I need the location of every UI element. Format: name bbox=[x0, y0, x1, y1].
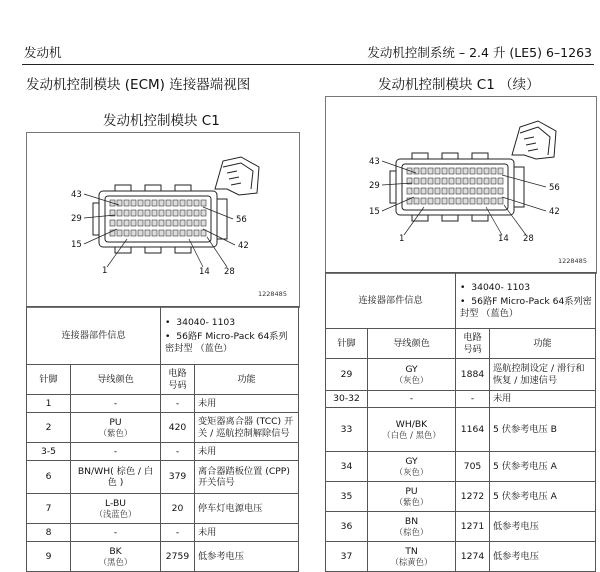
pin-cavity bbox=[421, 188, 426, 194]
table-row bbox=[326, 359, 596, 391]
pin-cavity bbox=[159, 210, 164, 216]
pin-cavity bbox=[166, 210, 171, 216]
circuit-cell: - bbox=[456, 391, 490, 408]
function-cell: 5 伏参考电压 A bbox=[490, 452, 596, 482]
pin-cavity bbox=[435, 178, 440, 184]
pin-cavity bbox=[180, 210, 185, 216]
pin-cavity bbox=[414, 198, 419, 204]
wire-color-code: - bbox=[113, 397, 118, 409]
left-caption: 发动机控制模块 C1 bbox=[103, 113, 220, 129]
function-cell: 离合器踏板位置 (CPP) 开关信号 bbox=[195, 461, 299, 494]
pin-cell: 30-32 bbox=[326, 391, 368, 408]
page-header bbox=[22, 42, 594, 65]
circuit-cell: 379 bbox=[161, 461, 195, 494]
pin-cavity bbox=[477, 178, 482, 184]
pin-label-43: 43 bbox=[71, 190, 82, 200]
pin-cell: 36 bbox=[326, 512, 368, 542]
wire-color-code: TN bbox=[405, 545, 418, 557]
table-row bbox=[27, 524, 299, 542]
wire-color-code: PU bbox=[109, 416, 122, 428]
pin-cavity bbox=[194, 210, 199, 216]
wire-color-cell bbox=[368, 452, 456, 482]
pin-label-43: 43 bbox=[369, 157, 380, 167]
pin-cavity bbox=[194, 230, 199, 236]
table-row bbox=[27, 542, 299, 572]
pin-label-29: 29 bbox=[369, 181, 380, 191]
pin-label-56: 56 bbox=[236, 215, 247, 225]
pin-cavity bbox=[456, 178, 461, 184]
wire-color-cell bbox=[368, 512, 456, 542]
figure-id: 1228485 bbox=[558, 257, 587, 265]
wire-color-code: GY bbox=[405, 363, 418, 375]
pin-cavity bbox=[124, 220, 129, 226]
info-item: • 34040- 1103 bbox=[460, 281, 531, 293]
pin-cavity bbox=[173, 200, 178, 206]
wire-color-cell bbox=[71, 461, 161, 494]
header-page-info: 发动机控制系统 – 2.4 升 (LE5) 6–1263 bbox=[367, 45, 592, 60]
pin-cavity bbox=[470, 178, 475, 184]
pin-cavity bbox=[428, 178, 433, 184]
pin-label-42: 42 bbox=[549, 207, 560, 217]
pin-cell: 3-5 bbox=[27, 443, 71, 461]
pin-cavity bbox=[180, 200, 185, 206]
pin-cavity-grid bbox=[407, 168, 503, 204]
pin-cavity bbox=[498, 198, 503, 204]
connector-illustration bbox=[27, 133, 299, 307]
pin-cavity bbox=[201, 200, 206, 206]
pin-cavity bbox=[152, 220, 157, 226]
wire-color-cell bbox=[368, 482, 456, 512]
function-cell: 低参考电压 bbox=[490, 512, 596, 542]
pin-cavity bbox=[484, 168, 489, 174]
connector-info-label: 连接器部件信息 bbox=[27, 307, 161, 365]
pin-cavity bbox=[414, 168, 419, 174]
pin-cavity bbox=[159, 230, 164, 236]
pin-cell: 29 bbox=[326, 359, 368, 391]
wire-color-name: （紫色） bbox=[394, 497, 429, 507]
circuit-cell: 1164 bbox=[456, 408, 490, 452]
connector-info-list bbox=[161, 307, 299, 365]
pin-cavity bbox=[477, 188, 482, 194]
pin-cavity bbox=[428, 198, 433, 204]
circuit-cell: - bbox=[161, 395, 195, 413]
wire-color-cell bbox=[368, 391, 456, 408]
pin-cavity bbox=[449, 198, 454, 204]
col-header-circuit: 电路号码 bbox=[161, 365, 195, 395]
pin-cavity bbox=[180, 230, 185, 236]
wire-color-cell bbox=[71, 524, 161, 542]
pin-cavity bbox=[110, 220, 115, 226]
connector-info-list bbox=[456, 273, 596, 329]
pin-cavity bbox=[166, 220, 171, 226]
pin-cavity bbox=[498, 168, 503, 174]
col-header-color: 导线颜色 bbox=[71, 365, 161, 395]
pin-cavity bbox=[180, 220, 185, 226]
pin-cavity bbox=[201, 210, 206, 216]
pin-cavity-grid bbox=[110, 200, 206, 236]
pin-cavity bbox=[159, 220, 164, 226]
pin-cell: 9 bbox=[27, 542, 71, 572]
circuit-cell: 1884 bbox=[456, 359, 490, 391]
pin-cavity bbox=[187, 200, 192, 206]
function-cell: 变矩器离合器 (TCC) 开关 / 巡航控制解除信号 bbox=[195, 413, 299, 443]
col-header-pin: 针脚 bbox=[326, 329, 368, 359]
pin-cavity bbox=[456, 198, 461, 204]
pin-cavity bbox=[456, 168, 461, 174]
wire-color-cell bbox=[71, 542, 161, 572]
function-cell: 5 伏参考电压 B bbox=[490, 408, 596, 452]
table-header-row bbox=[326, 329, 596, 359]
pin-cavity bbox=[484, 188, 489, 194]
pin-label-28: 28 bbox=[523, 234, 534, 244]
pin-cavity bbox=[498, 178, 503, 184]
circuit-cell: - bbox=[161, 524, 195, 542]
pin-cell: 2 bbox=[27, 413, 71, 443]
connector-info-row bbox=[27, 307, 299, 365]
pin-label-15: 15 bbox=[71, 240, 82, 250]
function-cell: 巡航控制设定 / 滑行和恢复 / 加速信号 bbox=[490, 359, 596, 391]
pin-cavity bbox=[470, 198, 475, 204]
table-row bbox=[27, 461, 299, 494]
pin-cavity bbox=[477, 168, 482, 174]
function-cell: 低参考电压 bbox=[195, 542, 299, 572]
pin-cavity bbox=[145, 210, 150, 216]
table-row bbox=[326, 542, 596, 572]
pin-cavity bbox=[173, 210, 178, 216]
pin-label-1: 1 bbox=[399, 234, 405, 244]
info-item: • 56路F Micro-Pack 64系列密封型 （蓝色） bbox=[165, 331, 288, 354]
function-cell: 5 伏参考电压 A bbox=[490, 482, 596, 512]
circuit-cell: 2759 bbox=[161, 542, 195, 572]
pin-cavity bbox=[166, 200, 171, 206]
pin-cavity bbox=[449, 188, 454, 194]
pin-cell: 1 bbox=[27, 395, 71, 413]
function-cell: 未用 bbox=[195, 443, 299, 461]
pin-cell: 8 bbox=[27, 524, 71, 542]
wire-color-code: - bbox=[409, 393, 414, 405]
pin-cavity bbox=[484, 198, 489, 204]
right-subtitle: 发动机控制模块 C1 （续） bbox=[378, 77, 540, 93]
pin-cavity bbox=[449, 178, 454, 184]
col-header-function: 功能 bbox=[195, 365, 299, 395]
table-row bbox=[27, 494, 299, 524]
pin-cavity bbox=[470, 168, 475, 174]
wire-color-cell bbox=[71, 395, 161, 413]
pin-cavity bbox=[124, 230, 129, 236]
wire-color-code: BN/WH( 棕色 / 白色 ) bbox=[77, 465, 154, 488]
wire-color-code: BK bbox=[109, 545, 122, 557]
pin-cavity bbox=[463, 188, 468, 194]
col-header-pin: 针脚 bbox=[27, 365, 71, 395]
pin-cavity bbox=[428, 168, 433, 174]
table-row bbox=[27, 443, 299, 461]
pin-cavity bbox=[145, 200, 150, 206]
pin-cavity bbox=[124, 210, 129, 216]
table-row bbox=[27, 413, 299, 443]
wire-color-code: GY bbox=[405, 455, 418, 467]
pin-cavity bbox=[145, 230, 150, 236]
pin-cavity bbox=[491, 168, 496, 174]
function-cell: 未用 bbox=[195, 395, 299, 413]
wire-color-name: （灰色） bbox=[394, 467, 429, 477]
pin-cavity bbox=[131, 220, 136, 226]
left-pinout-table bbox=[26, 306, 299, 572]
circuit-cell: - bbox=[161, 443, 195, 461]
right-connector-diagram bbox=[325, 96, 597, 274]
pin-cavity bbox=[407, 188, 412, 194]
wire-color-name: （紫色） bbox=[98, 428, 133, 438]
pin-cavity bbox=[131, 210, 136, 216]
connector-info-row bbox=[326, 273, 596, 329]
pin-cavity bbox=[138, 230, 143, 236]
pin-cavity bbox=[421, 198, 426, 204]
pin-cavity bbox=[173, 230, 178, 236]
wire-color-name: （棕黄色） bbox=[390, 557, 433, 567]
pin-cell: 37 bbox=[326, 542, 368, 572]
connector-info-label: 连接器部件信息 bbox=[326, 273, 456, 329]
pin-cavity bbox=[463, 198, 468, 204]
pin-cavity bbox=[152, 230, 157, 236]
pin-cavity bbox=[428, 188, 433, 194]
table-header-row bbox=[27, 365, 299, 395]
pin-label-15: 15 bbox=[369, 207, 380, 217]
col-header-color: 导线颜色 bbox=[368, 329, 456, 359]
pin-cavity bbox=[138, 210, 143, 216]
pin-cell: 33 bbox=[326, 408, 368, 452]
pin-cell: 35 bbox=[326, 482, 368, 512]
pin-cavity bbox=[201, 230, 206, 236]
pin-cell: 34 bbox=[326, 452, 368, 482]
wire-color-name: （白色 / 黑色） bbox=[382, 430, 441, 440]
pin-label-14: 14 bbox=[199, 267, 210, 277]
pin-cavity bbox=[421, 178, 426, 184]
header-section-title: 发动机 bbox=[24, 45, 62, 60]
pin-cavity bbox=[442, 178, 447, 184]
pin-cavity bbox=[166, 230, 171, 236]
pin-label-29: 29 bbox=[71, 214, 82, 224]
pin-label-42: 42 bbox=[238, 241, 249, 251]
wire-color-name: （灰色） bbox=[394, 375, 429, 385]
wire-color-cell bbox=[71, 443, 161, 461]
function-cell: 低参考电压 bbox=[490, 542, 596, 572]
function-cell: 停车灯电源电压 bbox=[195, 494, 299, 524]
circuit-cell: 705 bbox=[456, 452, 490, 482]
pin-cavity bbox=[435, 188, 440, 194]
pin-cell: 6 bbox=[27, 461, 71, 494]
pin-label-56: 56 bbox=[549, 183, 560, 193]
circuit-cell: 1271 bbox=[456, 512, 490, 542]
wire-color-code: - bbox=[113, 445, 118, 457]
pin-cell: 7 bbox=[27, 494, 71, 524]
pin-label-14: 14 bbox=[498, 234, 509, 244]
pin-cavity bbox=[442, 168, 447, 174]
wire-color-code: PU bbox=[405, 485, 418, 497]
pin-cavity bbox=[477, 198, 482, 204]
pin-cavity bbox=[138, 220, 143, 226]
function-cell: 未用 bbox=[490, 391, 596, 408]
pin-cavity bbox=[442, 198, 447, 204]
table-row bbox=[326, 512, 596, 542]
pin-cavity bbox=[124, 200, 129, 206]
circuit-cell: 420 bbox=[161, 413, 195, 443]
circuit-cell: 20 bbox=[161, 494, 195, 524]
pin-cavity bbox=[463, 168, 468, 174]
pin-cavity bbox=[187, 210, 192, 216]
pin-label-28: 28 bbox=[224, 267, 235, 277]
figure-id: 1228485 bbox=[258, 290, 287, 298]
pin-cavity bbox=[491, 188, 496, 194]
info-item: • 56路F Micro-Pack 64系列密封型 （蓝色） bbox=[460, 296, 592, 319]
pin-cavity bbox=[152, 210, 157, 216]
pin-cavity bbox=[117, 200, 122, 206]
pin-cavity bbox=[491, 198, 496, 204]
pin-cavity bbox=[194, 220, 199, 226]
left-subtitle: 发动机控制模块 (ECM) 连接器端视图 bbox=[26, 77, 251, 93]
wire-color-cell bbox=[368, 359, 456, 391]
wire-color-cell bbox=[368, 542, 456, 572]
pin-cavity bbox=[187, 230, 192, 236]
table-row bbox=[326, 391, 596, 408]
table-row bbox=[326, 408, 596, 452]
table-row bbox=[27, 395, 299, 413]
pin-cavity bbox=[435, 198, 440, 204]
table-row bbox=[326, 482, 596, 512]
wire-color-name: （黑色） bbox=[98, 557, 133, 567]
pin-cavity bbox=[145, 220, 150, 226]
pin-cavity bbox=[463, 178, 468, 184]
wire-color-name: （棕色） bbox=[394, 527, 429, 537]
pin-cavity bbox=[173, 220, 178, 226]
pin-cavity bbox=[449, 168, 454, 174]
pin-label-1: 1 bbox=[102, 266, 108, 276]
left-connector-diagram bbox=[26, 132, 300, 308]
pin-cavity bbox=[442, 188, 447, 194]
pin-cavity bbox=[131, 230, 136, 236]
col-header-circuit: 电路号码 bbox=[456, 329, 490, 359]
pin-cavity bbox=[435, 168, 440, 174]
wire-color-name: （浅蓝色） bbox=[94, 509, 137, 519]
circuit-cell: 1274 bbox=[456, 542, 490, 572]
pin-cavity bbox=[491, 178, 496, 184]
wire-color-cell bbox=[71, 494, 161, 524]
pin-cavity bbox=[498, 188, 503, 194]
circuit-cell: 1272 bbox=[456, 482, 490, 512]
pin-cavity bbox=[456, 188, 461, 194]
pin-cavity bbox=[117, 230, 122, 236]
pin-cavity bbox=[201, 220, 206, 226]
pin-cavity bbox=[187, 220, 192, 226]
table-row bbox=[326, 452, 596, 482]
pin-cavity bbox=[131, 200, 136, 206]
pin-cavity bbox=[414, 178, 419, 184]
wire-color-cell bbox=[71, 413, 161, 443]
pin-cavity bbox=[159, 200, 164, 206]
pin-cavity bbox=[470, 188, 475, 194]
info-item: • 34040- 1103 bbox=[165, 316, 236, 328]
pin-cavity bbox=[194, 200, 199, 206]
pin-cavity bbox=[138, 200, 143, 206]
pin-cavity bbox=[152, 200, 157, 206]
col-header-function: 功能 bbox=[490, 329, 596, 359]
pin-cavity bbox=[117, 220, 122, 226]
pin-cavity bbox=[117, 210, 122, 216]
wire-color-code: L-BU bbox=[105, 497, 126, 509]
pin-cavity bbox=[484, 178, 489, 184]
wire-color-cell bbox=[368, 408, 456, 452]
wire-color-code: WH/BK bbox=[395, 418, 428, 430]
wire-color-code: BN bbox=[404, 515, 419, 527]
function-cell: 未用 bbox=[195, 524, 299, 542]
pin-cavity bbox=[421, 168, 426, 174]
pin-cavity bbox=[414, 188, 419, 194]
right-pinout-table bbox=[325, 272, 596, 572]
wire-color-code: - bbox=[113, 526, 118, 538]
